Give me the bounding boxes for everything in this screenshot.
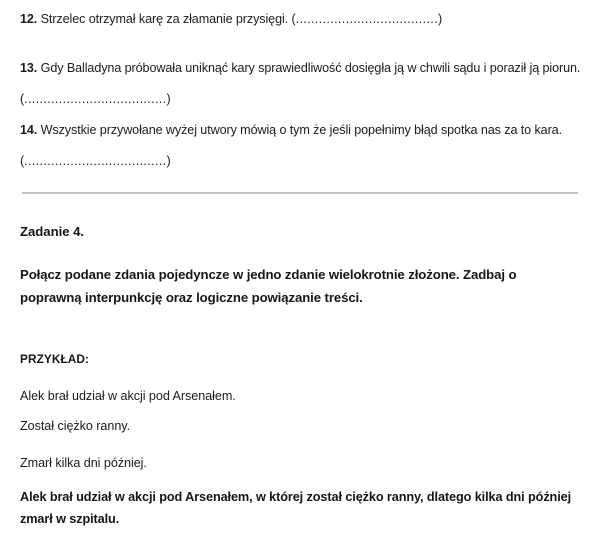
exercise-item-number: 14. [20, 123, 38, 137]
fill-in-blank[interactable]: ..................................... [24, 153, 167, 168]
exercise-item-close-paren: ) [166, 91, 171, 106]
exercise-item-close-paren: ) [438, 12, 443, 26]
task-title: Zadanie 4. [20, 224, 84, 239]
exercise-item-12 [20, 4, 582, 35]
example-sentence-3: Zmarł kilka dni później. [20, 456, 147, 470]
exercise-item-text: Wszystkie przywołane wyżej utwory mówią o tym że jeśli popełnimy błąd spotka nas za to kara. ( [20, 123, 562, 168]
section-divider [22, 192, 578, 194]
exercise-item-14 [20, 115, 582, 176]
exercise-item-close-paren: ) [166, 153, 171, 168]
example-label: PRZYKŁAD: [20, 352, 90, 366]
exercise-item-number: 12. [20, 12, 38, 26]
task-instruction: Połącz podane zdania pojedyncze w jedno zdanie wielokrotnie złożone. Zadbaj o poprawną interpunkcję oraz logiczne powiązanie treści. [20, 267, 517, 305]
example-sentence-1: Alek brał udział w akcji pod Arsenałem. [20, 389, 236, 403]
example-sentence-2: Został ciężko ranny. [20, 419, 131, 433]
exercise-item-text: Gdy Balladyna próbowała uniknąć kary sprawiedliwość dosięgła ją w chwili sądu i poraził ją piorun. ( [20, 61, 581, 106]
exercise-item-text: Strzelec otrzymał karę za złamanie przysięgi. ( [40, 12, 296, 26]
exercise-item-13 [20, 53, 582, 114]
fill-in-blank[interactable]: ..................................... [295, 12, 439, 26]
example-combined-answer: Alek brał udział w akcji pod Arsenałem, w której został ciężko ranny, dlatego kilka dni później zmarł w szpitalu. [20, 490, 572, 526]
fill-in-blank[interactable]: ..................................... [24, 91, 167, 106]
exercise-item-number: 13. [20, 61, 38, 75]
